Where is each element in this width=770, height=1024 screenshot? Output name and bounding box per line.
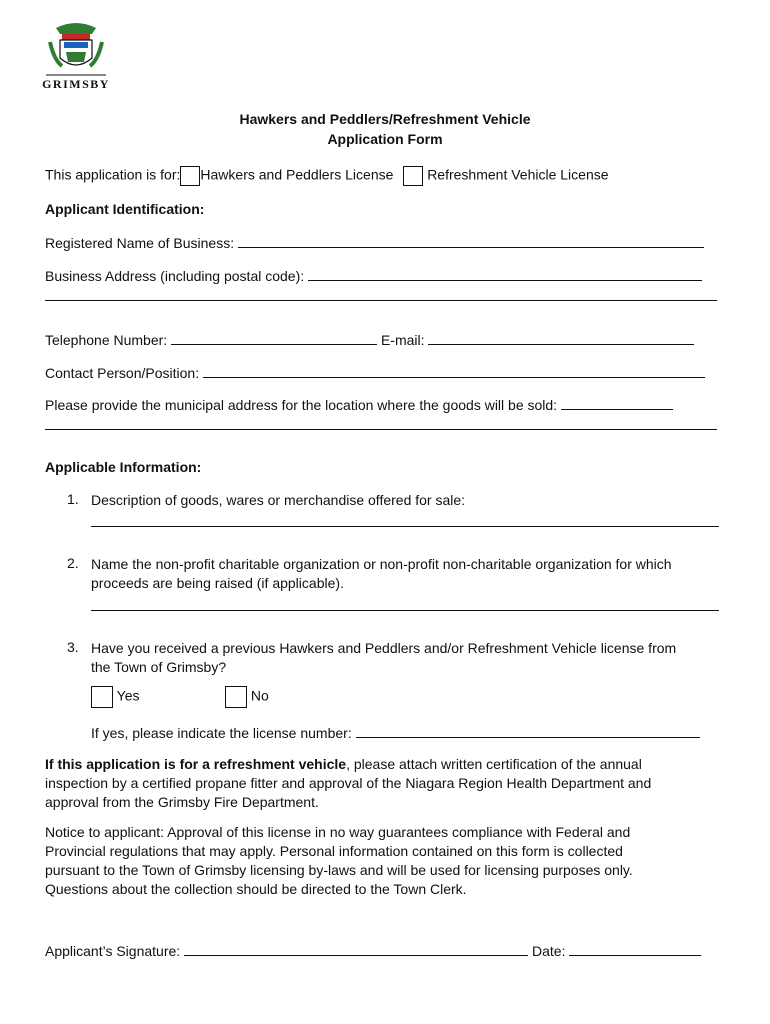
item-3-text-line1: Have you received a previous Hawkers and Peddlers and/or Refreshment Vehicle license from [91, 640, 677, 656]
notice-line2: Provincial regulations that may apply. Personal information contained on this form is collected [45, 843, 623, 859]
contact-person-field[interactable] [203, 363, 705, 378]
date-field[interactable] [569, 941, 701, 956]
form-title-line1: Hawkers and Peddlers/Refreshment Vehicle [239, 111, 531, 127]
contact-person-label: Contact Person/Position: [45, 365, 200, 381]
telephone-label: Telephone Number: [45, 332, 168, 348]
business-address-label: Business Address (including postal code): [45, 268, 305, 284]
notice-line1: Notice to applicant: Approval of this license in no way guarantees compliance with Federal and [45, 824, 631, 840]
refreshment-note-line3: approval from the Grimsby Fire Department. [45, 794, 319, 810]
email-field[interactable] [428, 330, 694, 345]
item-3-number: 3. [67, 639, 79, 655]
applicable-information-heading: Applicable Information: [45, 459, 202, 475]
logo-text: GRIMSBY [42, 77, 110, 91]
business-address-field-line2[interactable] [45, 300, 717, 301]
application-type-row [45, 166, 609, 186]
yes-label: Yes [116, 687, 140, 704]
yes-option [91, 686, 139, 708]
refreshment-note-bold: If this application is for a refreshment vehicle [45, 756, 347, 772]
item-2-text-line1: Name the non-profit charitable organization or non-profit non-charitable organization for which [91, 556, 672, 572]
nonprofit-organization-field[interactable] [91, 610, 719, 611]
signature-row [45, 941, 701, 959]
privacy-notice [45, 823, 725, 899]
applicant-identification-heading: Applicant Identification: [45, 201, 205, 217]
item-2-text-line2: proceeds are being raised (if applicable). [91, 575, 344, 591]
business-address-row [45, 266, 702, 284]
signature-label: Applicant’s Signature: [45, 943, 181, 959]
hawkers-peddlers-label: Hawkers and Peddlers License [200, 166, 394, 183]
refreshment-note-line1: , please attach written certification of the annual [346, 756, 642, 772]
sale-location-row [45, 395, 673, 413]
business-name-field[interactable] [238, 233, 704, 248]
license-number-field[interactable] [356, 723, 700, 738]
signature-field[interactable] [184, 941, 528, 956]
refreshment-vehicle-label: Refreshment Vehicle License [427, 166, 609, 183]
item-2-number: 2. [67, 555, 79, 571]
business-address-field[interactable] [308, 266, 702, 281]
goods-description-field[interactable] [91, 526, 719, 527]
no-checkbox[interactable] [225, 686, 247, 708]
hawkers-peddlers-checkbox[interactable] [180, 166, 200, 186]
application-for-label: This application is for: [45, 166, 181, 183]
no-option [225, 686, 269, 708]
business-name-label: Registered Name of Business: [45, 235, 235, 251]
telephone-field[interactable] [171, 330, 377, 345]
notice-line4: Questions about the collection should be directed to the Town Clerk. [45, 881, 467, 897]
item-3-text-line2: the Town of Grimsby? [91, 659, 227, 675]
contact-person-row [45, 363, 705, 381]
refreshment-vehicle-note [45, 755, 725, 812]
sale-location-field-line2[interactable] [45, 429, 717, 430]
business-name-row [45, 233, 704, 251]
notice-line3: pursuant to the Town of Grimsby licensing by-laws and will be used for licensing purposes only. [45, 862, 633, 878]
sale-location-label: Please provide the municipal address for the location where the goods will be sold: [45, 397, 558, 413]
license-number-label: If yes, please indicate the license number: [91, 725, 352, 741]
yes-checkbox[interactable] [91, 686, 113, 708]
item-1-text: Description of goods, wares or merchandise offered for sale: [91, 492, 466, 508]
date-label: Date: [531, 943, 566, 959]
license-number-row [91, 723, 700, 741]
sale-location-field[interactable] [561, 395, 673, 410]
telephone-email-row [45, 330, 694, 348]
email-label: E-mail: [380, 332, 425, 348]
form-title-line2: Application Form [327, 131, 443, 147]
item-1-number: 1. [67, 491, 79, 507]
refreshment-vehicle-checkbox[interactable] [403, 166, 423, 186]
refreshment-note-line2: inspection by a certified propane fitter and approval of the Niagara Region Health Department and [45, 775, 652, 791]
no-label: No [250, 687, 269, 704]
